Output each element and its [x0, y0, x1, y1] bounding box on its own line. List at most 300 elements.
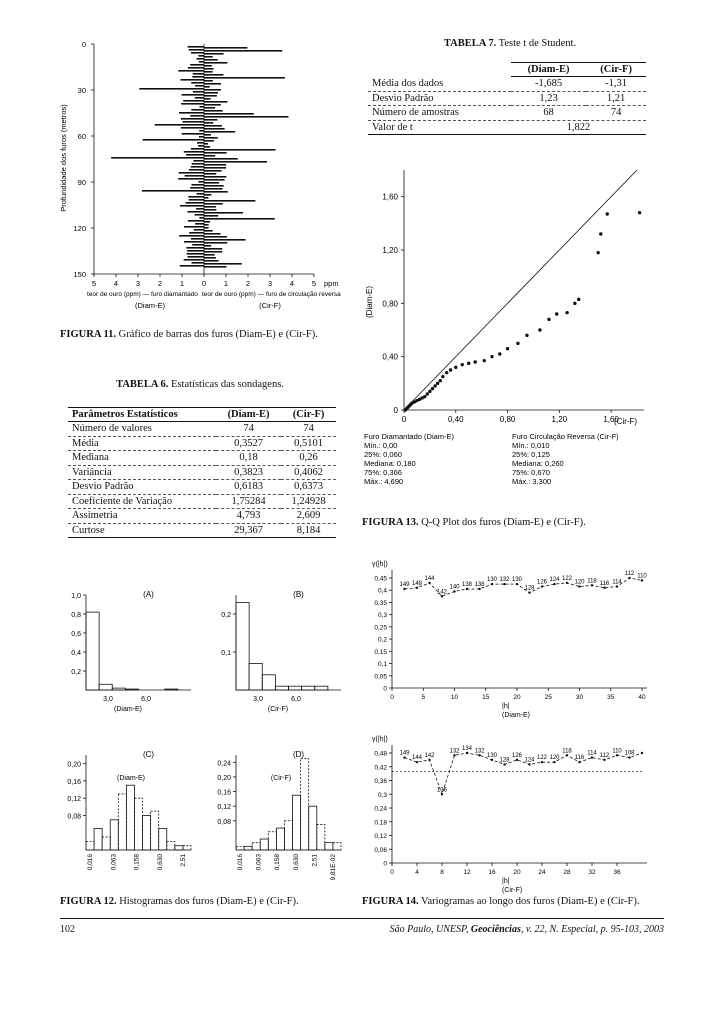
fig14-point: [503, 583, 505, 585]
fig11-bar-left: [198, 181, 204, 183]
fig14-point: [403, 756, 405, 758]
fig11-y-tick-label: 0: [81, 40, 86, 49]
fig14-x-tick-label: 15: [482, 694, 490, 701]
fig14-point-label: 148: [411, 580, 423, 587]
fig14-point: [591, 756, 593, 758]
fig13-point: [638, 211, 641, 214]
fig13-stat-right: 75%: 0,670: [512, 468, 550, 477]
fig13-point: [516, 342, 519, 345]
fig14-point: [541, 585, 543, 587]
tab7-title-label: TABELA 7.: [443, 38, 497, 49]
fig11-bar-left: [142, 190, 204, 192]
fig14-point-label: 110: [637, 573, 647, 580]
fig12-y-tick-label: 0,6: [71, 631, 81, 638]
fig14-point: [603, 759, 605, 761]
row-value: 74: [281, 422, 336, 437]
fig14-point: [566, 582, 568, 584]
fig13-point: [599, 232, 602, 235]
fig11-bar-right: [204, 257, 216, 259]
fig11-bar-left: [179, 172, 204, 174]
fig14-point: [553, 761, 555, 763]
row-label: Curtose: [68, 523, 216, 538]
fig14-x-tick-label: 4: [415, 869, 419, 876]
fig12-bar: [252, 843, 260, 850]
fig14-point-label: 124: [549, 577, 560, 584]
fig14-point: [428, 582, 430, 584]
fig11-bar-left: [198, 55, 204, 57]
fig11-y-tick-label: 30: [77, 86, 86, 95]
fig11-bar-left: [179, 112, 204, 114]
fig11-bar-left: [191, 82, 204, 84]
fig12-bar: [112, 688, 125, 690]
fig11-bar-left: [184, 241, 204, 243]
fig11-bar-right: [204, 224, 209, 226]
fig14-point: [578, 585, 580, 587]
fig12-caption: [60, 896, 350, 907]
fig11-x-tick-label: 4: [113, 279, 119, 288]
fig14-point: [603, 587, 605, 589]
fig14-point-label: 134: [461, 746, 473, 752]
fig14-point: [553, 583, 555, 585]
fig13-point: [577, 298, 580, 301]
fig12-bar: [134, 798, 142, 850]
fig14-point-label: 128: [524, 585, 535, 592]
fig12-chart: [58, 585, 358, 885]
fig14-x-tick-label: 25: [544, 694, 552, 701]
fig13-chart: [362, 162, 662, 502]
fig14-y-tick-label: 0,35: [374, 599, 387, 607]
fig14-point-label: 132: [449, 748, 460, 755]
fig11-bar-right: [204, 266, 226, 268]
fig13-point: [538, 328, 541, 331]
fig12-y-tick-label: 0,16: [67, 778, 81, 786]
fig12-bar: [333, 843, 341, 850]
page-number: 102: [60, 924, 75, 935]
fig12-x-tick-label: 0,063: [110, 854, 118, 871]
fig12-x-tick-label: 3,0: [103, 696, 113, 703]
fig11-y-tick-label: 90: [77, 178, 86, 187]
fig11-bar-left: [197, 142, 204, 144]
fig11-bar-right: [204, 143, 208, 145]
fig12-bar: [236, 846, 244, 850]
fig11-bar-left: [111, 157, 204, 159]
fig11-bar-left: [190, 115, 204, 117]
fig14-y-tick-label: 0: [383, 860, 387, 868]
fig11-y-axis-label: Profundidade dos furos (metros): [59, 104, 68, 212]
fig12-bar: [99, 684, 112, 690]
fig11-bar-left: [197, 58, 204, 60]
fig11-bar-right: [204, 134, 211, 136]
fig11-bar-left: [187, 253, 204, 255]
citation-rest: , v. 22, N. Especial, p. 95-103, 2003: [520, 924, 664, 935]
fig14-point-label: 142: [424, 752, 435, 759]
fig11-bar-right: [204, 230, 213, 232]
fig14-point-label: 112: [624, 571, 635, 577]
fig11-bar-left: [189, 169, 204, 171]
fig13-y-label: (Diam-E): [365, 286, 374, 318]
fig11-bar-right: [204, 215, 218, 217]
row-value: 68: [511, 106, 586, 121]
row-value: 0,3823: [216, 465, 281, 480]
fig12-bar: [268, 832, 276, 850]
fig11-bar-right: [204, 197, 208, 199]
fig12-bar: [110, 820, 118, 850]
fig11-bar-left: [181, 118, 204, 120]
tab6-header: (Cir-F): [281, 408, 336, 422]
fig11-bar-left: [191, 109, 204, 111]
fig11-bar-right: [204, 140, 214, 142]
fig11-bar-left: [179, 235, 204, 237]
fig11-x-tick-label: 2: [245, 279, 251, 288]
fig11-bar-right: [204, 239, 246, 241]
fig11-bar-right: [204, 155, 215, 157]
fig11-bar-right: [204, 194, 211, 196]
row-value: 0,18: [216, 451, 281, 466]
fig11-bar-right: [204, 164, 226, 166]
fig14-y-tick-label: 0,36: [374, 778, 387, 785]
fig14-point-label: 130: [486, 752, 498, 759]
tab6-title-text: Estatísticas das sondagens.: [171, 379, 284, 390]
row-value: -1,685: [511, 77, 586, 92]
fig14-point: [453, 754, 455, 756]
fig14-x-tick-label: 40: [638, 694, 646, 701]
fig12-x-tick-label: 0,158: [133, 854, 141, 871]
row-value: 0,26: [281, 451, 336, 466]
fig12-caption-label: FIGURA 12.: [60, 896, 117, 907]
fig14-chart: [362, 553, 662, 894]
fig11-bar-right: [204, 110, 223, 112]
fig14-y-tick-label: 0,18: [374, 819, 387, 827]
row-value: 0,4062: [281, 465, 336, 480]
fig13-stat-right: Máx.: 3,300: [512, 477, 552, 486]
row-value: 0,6183: [216, 480, 281, 495]
fig12-x-name: (Diam-E): [114, 706, 142, 713]
tab7-row: [368, 106, 646, 121]
fig12-bar: [244, 846, 252, 850]
fig14-point-label: 128: [499, 757, 510, 764]
row-label: Assimetria: [68, 509, 216, 524]
fig14-y-tick-label: 0,15: [374, 648, 387, 656]
fig11-bar-left: [188, 46, 204, 48]
fig14-point-label: 122: [561, 575, 573, 582]
row-value: 1,23: [511, 91, 586, 106]
fig11-x-unit: ppm: [324, 279, 339, 288]
fig11-bar-right: [204, 104, 221, 106]
row-value: 1,24928: [281, 494, 336, 509]
fig12-bar: [151, 811, 159, 850]
fig12-bar: [325, 843, 333, 850]
fig11-bar-right: [204, 59, 218, 61]
fig14-y-tick-label: 0,1: [377, 661, 387, 669]
fig12-panel-A: [71, 590, 191, 713]
fig14-x-tick-label: 12: [463, 869, 471, 876]
row-value: 4,793: [216, 509, 281, 524]
fig12-x-tick-label: 2,51: [180, 854, 187, 867]
fig11-bar-left: [183, 100, 204, 102]
fig14-y-tick-label: 0,4: [377, 587, 387, 595]
fig14-point: [528, 763, 530, 765]
fig11-x-tick-label: 5: [91, 279, 97, 288]
fig12-x-tick-label: 0,630: [292, 854, 300, 871]
fig13-stat-right: 25%: 0,125: [512, 450, 550, 459]
fig13-point: [498, 352, 501, 355]
fig12-bar: [315, 686, 328, 690]
fig14-point-label: 116: [599, 580, 610, 587]
fig11-bar-right: [204, 83, 221, 85]
fig12-caption-text: Histogramas dos furos (Diam-E) e (Cir-F).: [119, 896, 299, 907]
fig14-y-tick-label: 0,42: [374, 764, 387, 772]
fig12-bar: [94, 828, 102, 850]
fig12-panel-label: (D): [292, 750, 305, 759]
fig14-y-tick-label: 0,45: [374, 575, 387, 583]
fig11-bar-left: [199, 217, 204, 219]
fig11-bar-left: [187, 250, 204, 252]
fig14-point-label: 122: [536, 755, 548, 762]
fig11-bar-left: [178, 70, 204, 72]
fig13-stat-left: Furo Diamantado (Diam-E): [364, 432, 455, 441]
fig11-bar-left: [195, 97, 204, 99]
fig11-bar-left: [182, 133, 204, 135]
fig11-y-tick-label: 150: [73, 270, 86, 279]
fig12-bar: [143, 815, 151, 850]
fig14-point-label: 118: [562, 748, 572, 755]
fig11-bar-right: [204, 179, 225, 181]
fig13-y-tick-label: 0,80: [382, 299, 398, 309]
row-label: Número de amostras: [368, 106, 511, 121]
fig14-point-label: 149: [399, 750, 410, 757]
fig11-bar-right: [204, 56, 213, 58]
fig13-point: [490, 355, 493, 358]
fig14-point: [491, 759, 493, 761]
fig13-point: [428, 390, 431, 393]
fig14-plot-bottom: [372, 736, 647, 894]
row-label: Desvio Padrão: [368, 91, 511, 106]
fig11-bar-left: [180, 205, 204, 207]
fig11-bar-left: [191, 184, 204, 186]
fig12-x-name: (Cir-F): [267, 706, 289, 713]
fig11-x-tick-label: 3: [267, 279, 273, 288]
row-value: 8,184: [281, 523, 336, 538]
fig12-panel-D: [217, 750, 341, 880]
fig14-caption-label: FIGURA 14.: [362, 896, 419, 907]
fig14-point: [541, 761, 543, 763]
fig13-stat-left: 25%: 0,060: [364, 450, 402, 459]
fig14-point: [503, 763, 505, 765]
fig13-y-tick-label: 1,60: [382, 192, 398, 202]
fig13-stat-left: Mín.: 0,00: [364, 441, 398, 450]
fig11-x-tick-label: 4: [289, 279, 295, 288]
row-label: Média: [68, 436, 216, 451]
fig14-point: [578, 761, 580, 763]
fig13-point: [547, 318, 550, 321]
fig14-x-tick-label: 35: [607, 694, 615, 701]
fig13-point: [441, 375, 444, 378]
fig12-x-name: (Cir-F): [270, 775, 292, 782]
fig13-x-label: (Cir-F): [614, 417, 638, 426]
fig12-bar: [125, 689, 138, 690]
fig11-bar-left: [186, 202, 204, 204]
fig14-point: [416, 761, 418, 763]
fig14-point: [478, 588, 480, 590]
footer-citation: [390, 924, 664, 935]
fig12-panel-label: (A): [143, 590, 154, 599]
fig11-bar-left: [143, 139, 204, 141]
fig11-bar-right: [204, 251, 222, 253]
fig11-bar-left: [180, 265, 204, 267]
fig14-x-tick-label: 0: [390, 869, 394, 876]
fig11-bar-right: [204, 80, 213, 82]
tab6-row: [68, 422, 336, 437]
row-label: Desvio Padrão: [68, 480, 216, 495]
fig11-x-tick-label: 0: [201, 279, 207, 288]
fig11-bar-left: [196, 208, 204, 210]
fig14-point: [416, 587, 418, 589]
fig11-bar-left: [199, 130, 204, 132]
fig13-stat-left: Máx.: 4,690: [364, 477, 404, 486]
fig14-point-label: 120: [574, 579, 585, 586]
fig11-bar-left: [191, 166, 204, 168]
fig11-bar-right: [204, 158, 238, 160]
fig11-y-tick-label: 60: [77, 132, 86, 141]
tab6-header: (Diam-E): [216, 408, 281, 422]
fig11-bar-left: [194, 214, 204, 216]
tab6-title-label: TABELA 6.: [116, 379, 169, 390]
fig12-x-tick-label: 0,016: [87, 854, 94, 871]
fig11-bar-right: [204, 101, 227, 103]
fig12-bar: [262, 675, 275, 690]
fig14-point: [516, 759, 518, 761]
tab6-row: [68, 509, 336, 524]
fig11-bar-right: [204, 95, 217, 97]
fig12-bar: [309, 806, 317, 850]
tab7-header: (Diam-E): [511, 63, 586, 77]
fig11-bar-left: [185, 175, 204, 177]
fig13-y-tick-label: 1,20: [382, 246, 398, 255]
fig14-point-label: 138: [474, 582, 485, 588]
tab6-row: [68, 465, 336, 480]
fig11-bar-left: [187, 211, 204, 213]
fig11-bar-left: [183, 121, 204, 123]
fig14-y-label: γ(|h|): [372, 561, 388, 568]
fig11-caption-text: Gráfico de barras dos furos (Diam-E) e (Cir-F).: [118, 329, 318, 340]
fig14-point-label: 124: [524, 757, 535, 764]
fig14-point: [628, 577, 630, 579]
fig11-bar-left: [192, 76, 204, 78]
fig14-point: [641, 579, 643, 581]
fig12-bar: [302, 686, 315, 690]
fig14-y-tick-label: 0: [383, 685, 387, 693]
fig11-bar-right: [204, 68, 214, 70]
fig12-y-tick-label: 0,20: [217, 774, 231, 782]
fig11-bar-left: [189, 232, 204, 234]
tab7-row: [368, 77, 646, 92]
fig11-bar-left: [199, 61, 204, 63]
row-label: Média dos dados: [368, 77, 511, 92]
fig11-bar-left: [195, 223, 204, 225]
fig12-y-tick-label: 0,1: [221, 650, 231, 657]
fig13-point: [431, 387, 434, 390]
fig12-panel-label: (C): [142, 750, 155, 759]
fig12-x-tick-label: 6,0: [291, 696, 301, 703]
fig11-bar-right: [204, 260, 219, 262]
fig12-bar: [126, 785, 134, 850]
fig11-bar-right: [204, 146, 210, 148]
fig11-bar-left: [184, 259, 204, 261]
fig13-x-tick-label: 0,40: [447, 415, 464, 424]
fig11-bar-left: [189, 199, 204, 201]
fig14-x-tick-label: 0: [390, 694, 394, 701]
fig12-x-tick-label: 0,158: [274, 854, 282, 871]
fig11-bar-right: [204, 125, 222, 127]
fig11-bar-right: [204, 74, 223, 76]
fig11-bar-left: [184, 151, 204, 153]
fig14-x-label: |h|: [502, 703, 510, 710]
fig11-x-tick-label: 5: [311, 279, 317, 288]
fig14-point: [616, 754, 618, 756]
fig11-bar-right: [204, 77, 285, 79]
row-value: 0,6373: [281, 480, 336, 495]
fig11-x-tick-label: 3: [135, 279, 141, 288]
fig11-bar-right: [204, 209, 216, 211]
fig12-bar: [165, 689, 178, 690]
tab6-row: [68, 436, 336, 451]
fig14-point-label: 116: [574, 755, 585, 762]
fig11-x-tick-label: 1: [223, 279, 229, 288]
fig13-point: [449, 368, 452, 371]
fig13-point: [467, 362, 470, 365]
fig13-point: [461, 363, 464, 366]
fig11-bar-right: [204, 47, 247, 49]
fig14-y-tick-label: 0,24: [374, 805, 387, 813]
row-label: Mediana: [68, 451, 216, 466]
fig11-bar-left: [193, 160, 204, 162]
fig14-caption: [362, 896, 662, 907]
fig14-x-tick-label: 32: [588, 869, 596, 876]
tab7-row: [368, 91, 646, 106]
fig11-left-sublabel: teor de ouro (ppm) — furo diamantado: [87, 291, 198, 298]
fig14-point-label: 142: [436, 589, 448, 596]
footer-rule: [60, 918, 664, 919]
fig13-point: [573, 302, 576, 305]
fig11-bar-right: [204, 221, 210, 223]
fig12-y-tick-label: 0,08: [67, 813, 81, 821]
fig12-bar: [301, 759, 309, 850]
fig11-bar-right: [204, 65, 212, 67]
fig14-point-label: 120: [549, 755, 560, 762]
row-value: 2,609: [281, 509, 336, 524]
fig12-bar: [86, 612, 99, 690]
fig12-y-tick-label: 0,24: [217, 760, 231, 768]
fig12-bar: [167, 841, 175, 850]
fig14-point: [491, 583, 493, 585]
fig14-point: [628, 756, 630, 758]
fig14-point: [516, 583, 518, 585]
fig11-bar-left: [199, 106, 204, 108]
fig11-bar-right: [204, 116, 288, 118]
fig11-bar-right: [204, 245, 211, 247]
fig13-point: [525, 334, 528, 337]
fig13-point: [454, 366, 457, 369]
fig11-bar-left: [188, 256, 204, 258]
fig12-bar: [284, 821, 292, 850]
fig13-stat-left: Mediana: 0,180: [364, 459, 416, 468]
fig11-bar-left: [195, 85, 204, 87]
fig14-y-tick-label: 0,48: [374, 750, 387, 758]
fig13-point: [555, 312, 558, 315]
fig12-bar: [102, 837, 110, 850]
fig12-y-tick-label: 0,08: [217, 818, 231, 826]
fig11-bar-right: [204, 248, 222, 250]
